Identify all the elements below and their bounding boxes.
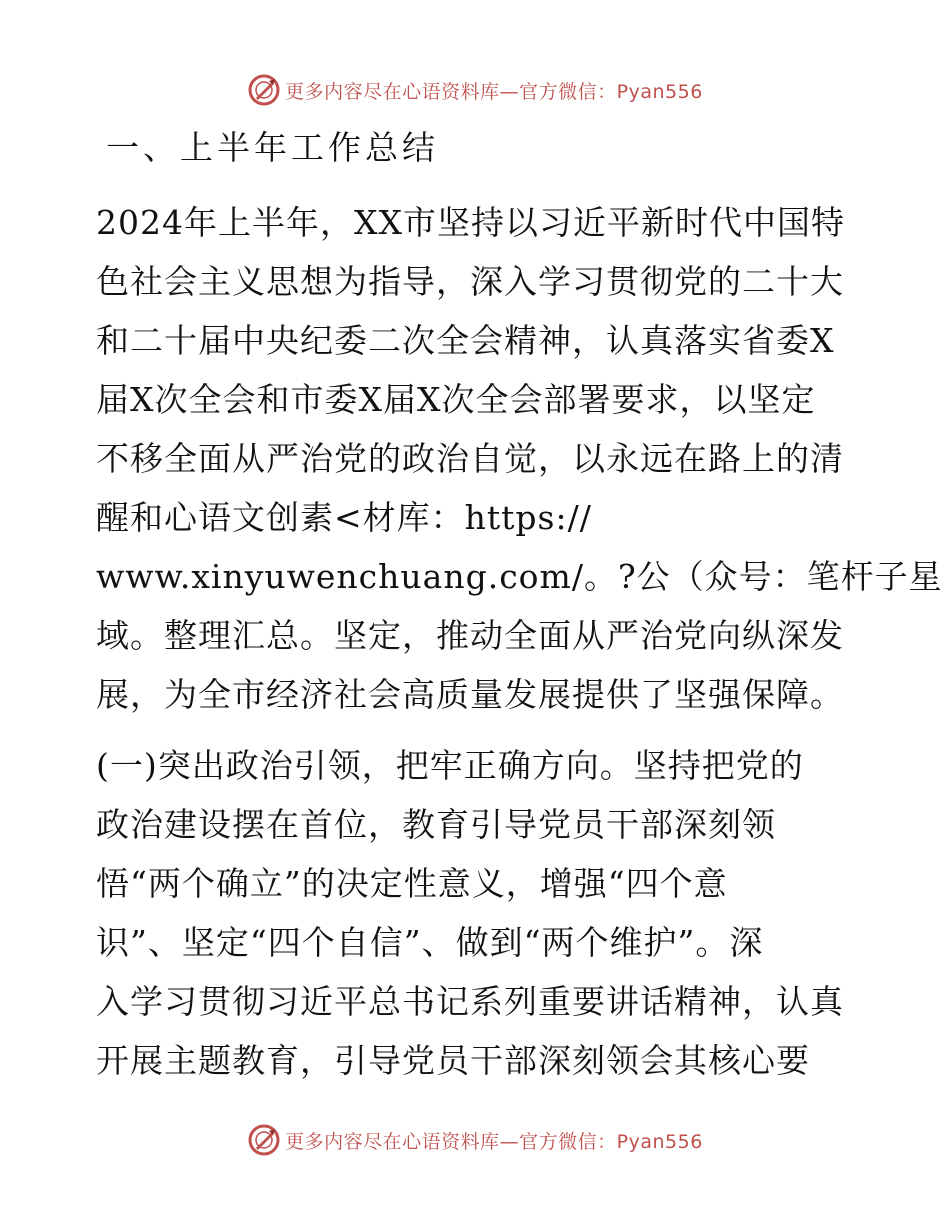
text-line: 展，为全市经济社会高质量发展提供了坚强保障。 (96, 675, 844, 714)
document-body (96, 118, 943, 1090)
text-line: 2024年上半年，XX市坚持以习近平新时代中国特 (96, 203, 845, 242)
text-line: 入学习贯彻习近平总书记系列重要讲话精神，认真 (96, 982, 844, 1021)
text-line: 和二十届中央纪委二次全会精神，认真落实省委X (96, 321, 835, 360)
text-line: 醒和心语文创素<材库：https:// (96, 498, 592, 537)
paragraph-political-leadership (96, 736, 856, 1090)
text-line: 届X次全会和市委X届X次全会部署要求，以坚定 (96, 380, 816, 419)
brand-logo-icon (247, 1123, 281, 1157)
watermark-header (0, 70, 950, 110)
watermark-footer (0, 1120, 950, 1160)
text-line: 色社会主义思想为指导，深入学习贯彻党的二十大 (96, 262, 844, 301)
section-heading: 一、上半年工作总结 (106, 128, 439, 167)
text-line: 不移全面从严治党的政治自觉，以永远在路上的清 (96, 439, 844, 478)
watermark-text: 更多内容尽在心语资料库—官方微信：Pyan556 (285, 1130, 703, 1153)
text-line: www.xinyuwenchuang.com/。?公（众号：笔杆子星 (96, 557, 943, 596)
paragraph-summary (96, 193, 943, 724)
text-line: 域。整理汇总。坚定，推动全面从严治党向纵深发 (96, 616, 844, 655)
text-line: 识”、坚定“四个自信”、做到“两个维护”。深 (96, 923, 764, 962)
text-line: 开展主题教育，引导党员干部深刻领会其核心要 (96, 1041, 810, 1080)
text-line: (一)突出政治引领，把牢正确方向。坚持把党的 (96, 746, 804, 785)
watermark-text: 更多内容尽在心语资料库—官方微信：Pyan556 (285, 80, 703, 103)
brand-logo-icon (247, 73, 281, 107)
text-line: 政治建设摆在首位，教育引导党员干部深刻领 (96, 805, 776, 844)
text-line: 悟“两个确立”的决定性意义，增强“四个意 (96, 864, 728, 903)
